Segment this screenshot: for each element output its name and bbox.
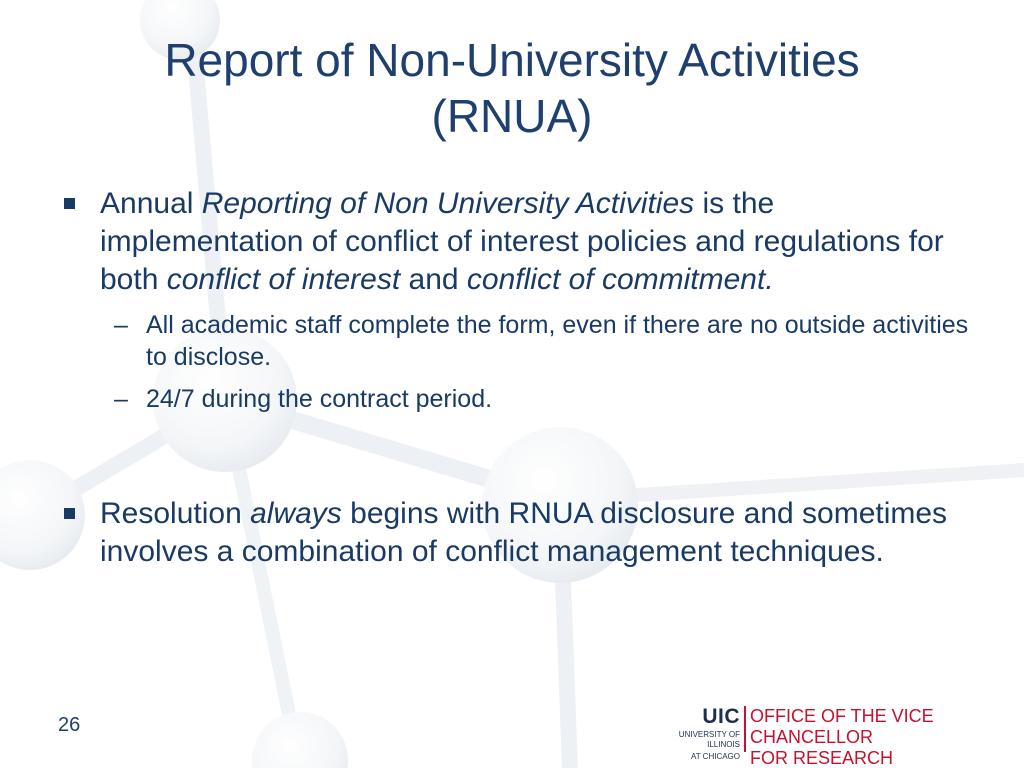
office-name-line-1: OFFICE OF THE VICE CHANCELLOR (750, 706, 934, 747)
title-line-1: Report of Non-University Activities (164, 34, 860, 86)
square-bullet-icon (64, 198, 75, 209)
uic-wordmark (660, 706, 740, 762)
office-name (750, 706, 1000, 768)
logo-divider (744, 706, 746, 752)
sub-bullet-item (114, 309, 970, 373)
square-bullet-icon (64, 508, 75, 519)
university-name-line-1: UNIVERSITY OF ILLINOIS (678, 730, 740, 749)
sub-bullet-list (60, 309, 970, 415)
slide-number: 26 (58, 714, 81, 736)
bullet-text: Resolution always begins with RNUA disclosure and sometimes involves a combination of conflict management techniques. (100, 497, 948, 568)
office-name-line-2: FOR RESEARCH (750, 748, 894, 768)
sub-bullet-item (114, 383, 970, 415)
university-name-line-2: AT CHICAGO (690, 752, 740, 761)
bullet-item-annual-reporting (60, 185, 970, 299)
slide-content (60, 185, 970, 571)
dash-bullet-icon: – (114, 385, 128, 413)
dash-bullet-icon: – (114, 311, 128, 339)
sub-bullet-text: All academic staff complete the form, even if there are no outside activities to disclose. (146, 311, 969, 371)
bullet-text: Annual Reporting of Non University Activities is the implementation of conflict of interest policies and regulations for both conflict of interest and conflict of commitment. (100, 187, 944, 296)
bullet-item-resolution (60, 495, 970, 571)
title-line-2: (RNUA) (431, 90, 593, 142)
uic-logo-text: UIC (702, 705, 740, 728)
slide-title (60, 32, 964, 144)
uic-research-logo (660, 705, 1000, 768)
sub-bullet-text: 24/7 during the contract period. (146, 385, 493, 413)
